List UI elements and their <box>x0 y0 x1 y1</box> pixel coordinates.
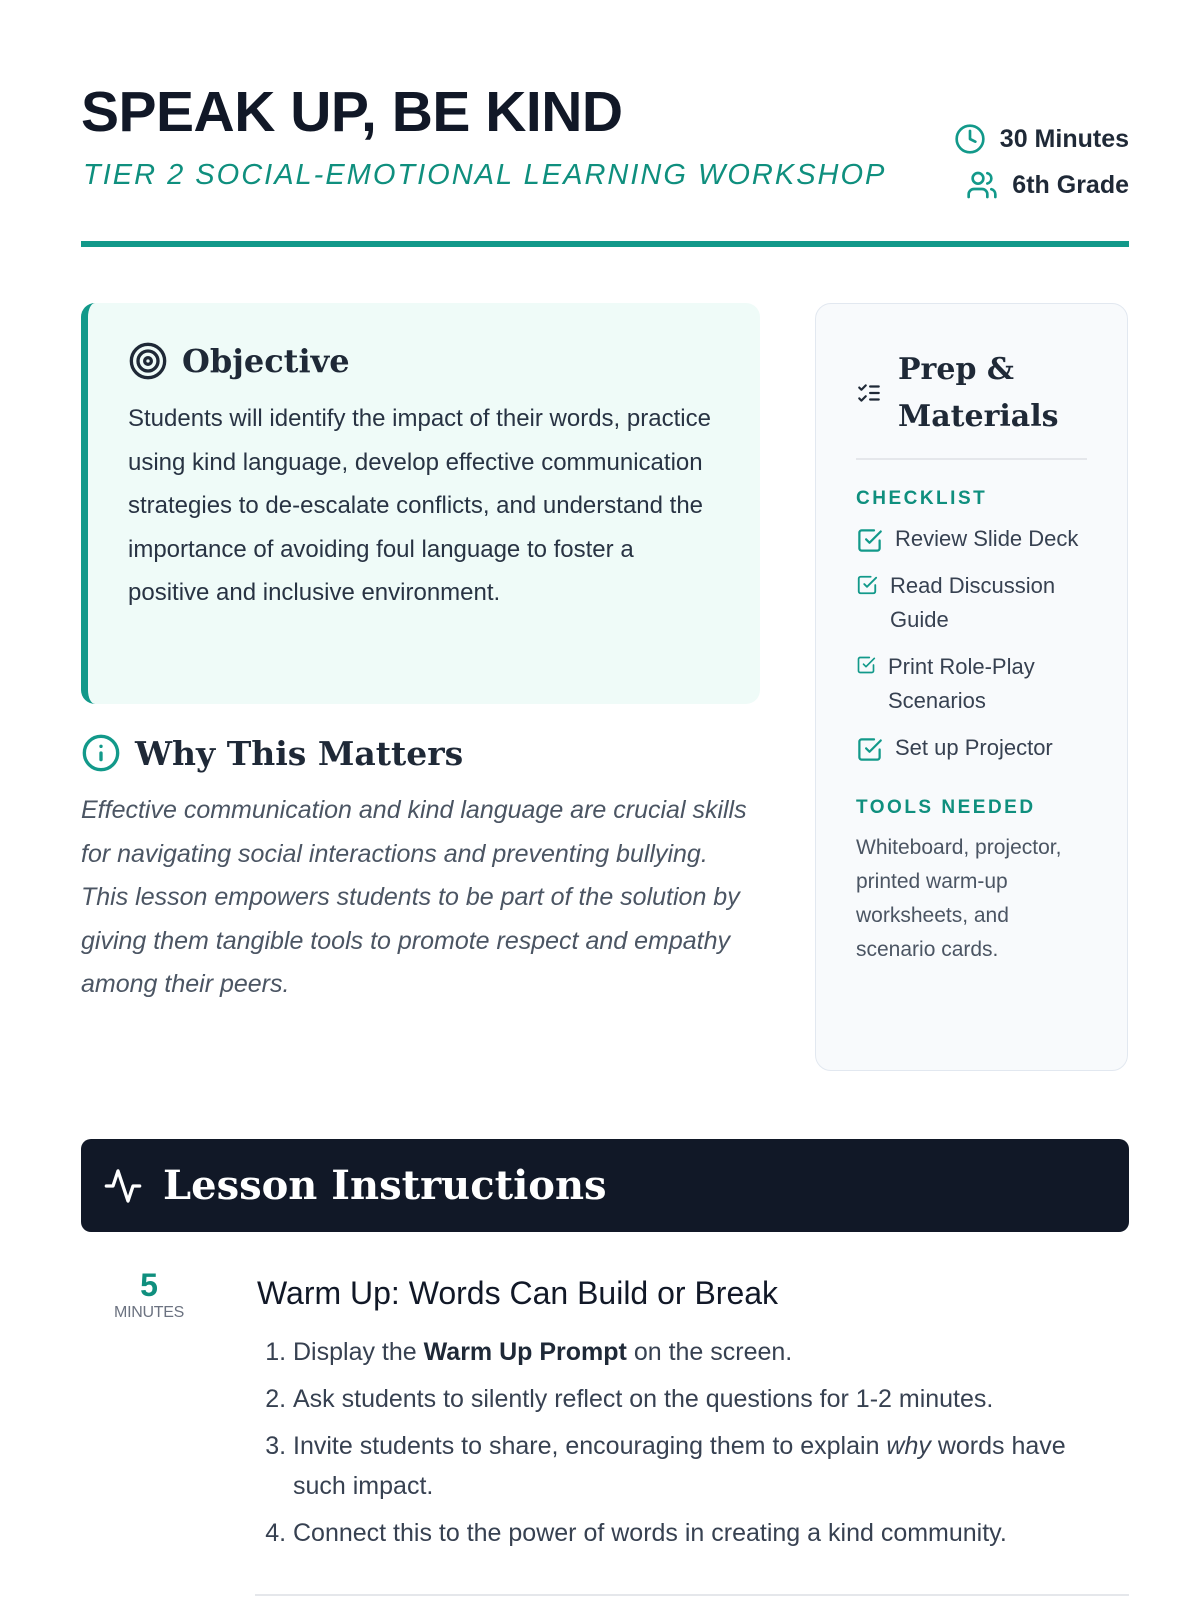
check-square-icon <box>856 736 883 763</box>
list-item: 4. Connect this to the power of words in creating a kind community. <box>293 1513 1117 1553</box>
lesson-meta <box>954 116 1129 208</box>
checklist-item-label: Review Slide Deck <box>895 526 1079 551</box>
step-duration <box>100 1266 198 1322</box>
objective-heading: Objective <box>182 342 350 380</box>
duration-row <box>954 116 1129 162</box>
checklist-item-label: Set up Projector <box>895 735 1053 760</box>
objective-card <box>81 303 760 704</box>
checklist-item[interactable] <box>856 522 1087 556</box>
check-square-icon <box>856 527 883 554</box>
list-item: 2. Ask students to silently reflect on the questions for 1-2 minutes. <box>293 1379 1117 1419</box>
target-icon <box>128 341 168 381</box>
checklist-label: CHECKLIST <box>856 488 988 509</box>
page-title: SPEAK UP, BE KIND <box>81 80 623 144</box>
lesson-instructions-banner <box>81 1139 1129 1232</box>
checklist-item[interactable] <box>856 731 1087 765</box>
step-title: Warm Up: Words Can Build or Break <box>257 1275 779 1311</box>
prep-heading: Prep & Materials <box>898 352 1059 434</box>
info-icon <box>81 733 121 773</box>
users-icon <box>966 169 998 201</box>
checklist-item[interactable] <box>856 650 1087 718</box>
tools-text: Whiteboard, projector, printed warm-up worksheets, and scenario cards. <box>856 836 1062 961</box>
header-divider <box>81 241 1129 247</box>
activity-icon <box>103 1166 143 1206</box>
list-checks-icon <box>856 380 882 406</box>
prep-materials-card <box>815 303 1128 1071</box>
page-subtitle: TIER 2 SOCIAL-EMOTIONAL LEARNING WORKSHOP <box>83 159 887 191</box>
lesson-instructions-heading: Lesson Instructions <box>163 1162 607 1209</box>
duration-text: 30 Minutes <box>999 124 1129 153</box>
step-body <box>257 1275 1117 1560</box>
why-text: Effective communication and kind language are crucial skills for navigating social interactions and preventing bullying. This lesson empowers students to be part of the solution by giving them tangible tools to promote respect and empathy among their peers. <box>81 796 747 998</box>
checklist-item-label: Read Discussion Guide <box>890 573 1056 632</box>
check-square-icon <box>856 655 876 675</box>
why-heading: Why This Matters <box>135 733 464 773</box>
list-item: 3. Invite students to share, encouraging them to explain why words have such impact. <box>293 1426 1117 1506</box>
step-minutes-unit: MINUTES <box>114 1304 184 1321</box>
why-section <box>81 733 761 1007</box>
tools-label: TOOLS NEEDED <box>856 797 1036 818</box>
step-divider <box>255 1594 1129 1596</box>
step-minutes: 5 <box>140 1267 158 1303</box>
clock-icon <box>954 123 986 155</box>
checklist-item-label: Print Role-Play Scenarios <box>888 654 1035 713</box>
list-item: 1. Display the Warm Up Prompt on the screen. <box>293 1332 1117 1372</box>
check-square-icon <box>856 574 878 596</box>
objective-text: Students will identify the impact of their words, practice using kind language, develop effective communication strategies to de-escalate conflicts, and understand the importance of avoiding foul language to foster a positive and inclusive environment. <box>128 405 711 606</box>
grade-text: 6th Grade <box>1012 170 1129 199</box>
grade-row <box>954 162 1129 208</box>
checklist-item[interactable] <box>856 569 1087 637</box>
step-list <box>257 1332 1117 1553</box>
